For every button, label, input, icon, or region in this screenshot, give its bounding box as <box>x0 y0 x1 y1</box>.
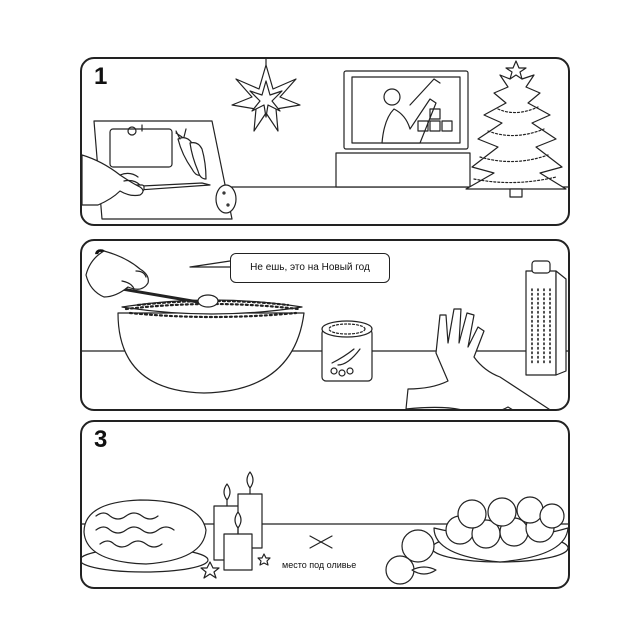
pie-icon <box>82 500 208 572</box>
panel-number: 1 <box>94 63 108 90</box>
panel-number: 3 <box>94 426 108 453</box>
candles-icon <box>201 472 270 578</box>
star-ornament-icon <box>232 59 300 131</box>
hand-icon <box>86 251 148 297</box>
panel-1 <box>80 57 570 226</box>
grater-icon <box>526 261 566 375</box>
salad-bowl-icon <box>118 300 304 393</box>
potato-icon <box>216 185 236 213</box>
empty-spot-mark <box>310 536 332 548</box>
tangerine-plate-icon <box>432 497 568 562</box>
panel-3 <box>80 420 570 589</box>
tv-stand <box>336 153 470 187</box>
cutting-board <box>94 121 232 219</box>
panel-2 <box>80 239 570 411</box>
tv-icon <box>344 71 468 149</box>
christmas-tree-icon <box>466 61 566 197</box>
pea-can-icon <box>322 321 372 381</box>
panel-1-illustration <box>82 59 568 224</box>
olivier-spot-label: место под оливье <box>282 560 357 570</box>
tangerine-icon <box>386 530 436 584</box>
speech-bubble: Не ешь, это на Новый год <box>230 253 390 283</box>
